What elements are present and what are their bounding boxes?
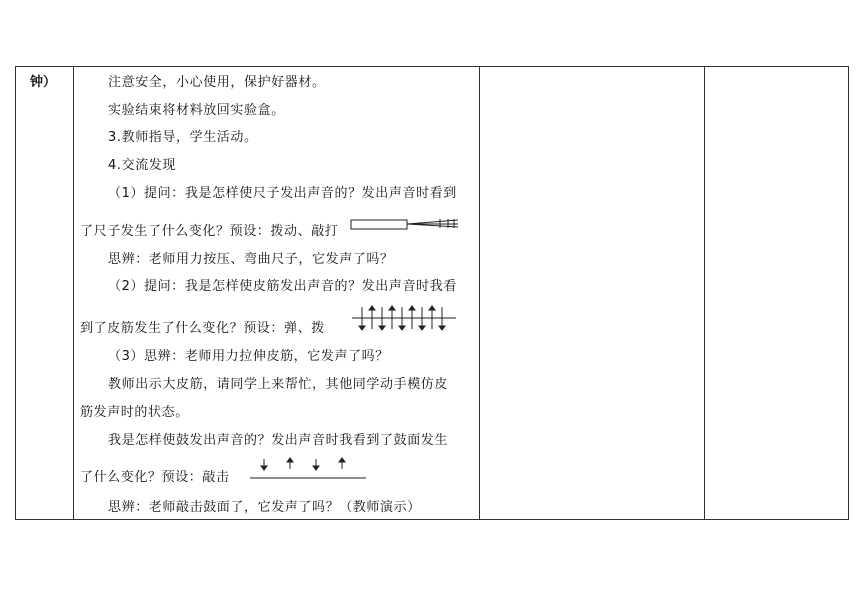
text-line-8: （2）提问：我是怎样使皮筋发出声音的？发出声音时我看 bbox=[108, 279, 457, 294]
ruler-vibration-illustration bbox=[350, 215, 460, 231]
column-divider-1 bbox=[73, 67, 74, 519]
text-line-1: 注意安全，小心使用，保护好器材。 bbox=[108, 75, 326, 90]
column-divider-3 bbox=[704, 67, 705, 519]
lesson-table bbox=[15, 66, 849, 520]
text-line-9: 到了皮筋发生了什么变化？预设：弹、拨 bbox=[80, 321, 325, 336]
drum-vibration-illustration bbox=[250, 457, 370, 481]
text-line-2: 实验结束将材料放回实验盒。 bbox=[108, 103, 285, 118]
text-line-4: 4.交流发现 bbox=[108, 158, 177, 173]
text-line-10: （3）思辨：老师用力拉伸皮筋，它发声了吗？ bbox=[108, 349, 389, 364]
text-line-5: （1）提问：我是怎样使尺子发出声音的？发出声音时看到 bbox=[108, 186, 457, 201]
text-line-14: 了什么变化？预设：敲击 bbox=[80, 470, 230, 485]
rubber-band-vibration-illustration bbox=[352, 305, 456, 331]
text-line-12: 筋发声时的状态。 bbox=[80, 405, 189, 420]
text-line-6: 了尺子发生了什么变化？预设：拨动、敲打 bbox=[80, 224, 339, 239]
text-line-11: 教师出示大皮筋，请同学上来帮忙，其他同学动手模仿皮 bbox=[108, 377, 449, 392]
text-line-3: 3.教师指导，学生活动。 bbox=[108, 130, 258, 145]
text-line-7: 思辨：老师用力按压、弯曲尺子，它发声了吗？ bbox=[108, 252, 394, 267]
time-cell-text: 钟） bbox=[30, 75, 57, 90]
column-divider-2 bbox=[479, 67, 480, 519]
text-line-15: 思辨：老师敲击鼓面了，它发声了吗？（教师演示） bbox=[108, 500, 421, 515]
text-line-13: 我是怎样使鼓发出声音的？发出声音时我看到了鼓面发生 bbox=[108, 433, 449, 448]
